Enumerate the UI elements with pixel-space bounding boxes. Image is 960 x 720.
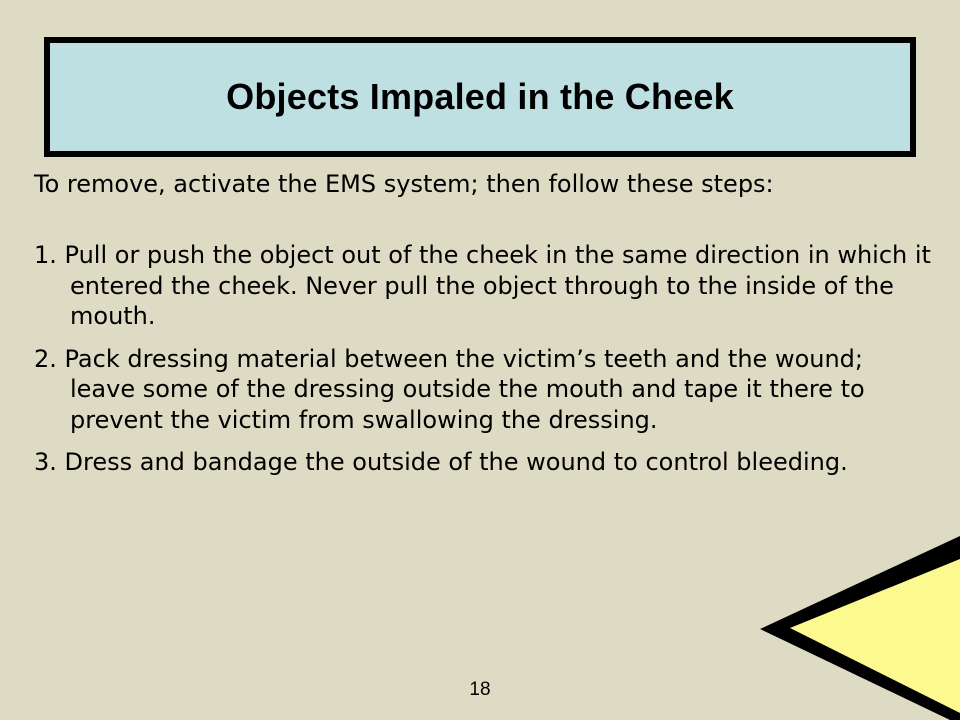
step-3: 3. Dress and bandage the outside of the wound to control bleeding. xyxy=(34,448,848,476)
slide-title: Objects Impaled in the Cheek xyxy=(226,76,734,117)
step-1: 1. Pull or push the object out of the cheek in the same direction in which it entered the cheek. Never pull the object through to the inside of the mouth. xyxy=(34,241,931,330)
intro-text: To remove, activate the EMS system; then follow these steps: xyxy=(34,170,774,198)
page-number: 18 xyxy=(469,679,491,700)
step-2: 2. Pack dressing material between the victim’s teeth and the wound; leave some of the dressing outside the mouth and tape it there to prevent the victim from swallowing the dressing. xyxy=(34,344,865,434)
